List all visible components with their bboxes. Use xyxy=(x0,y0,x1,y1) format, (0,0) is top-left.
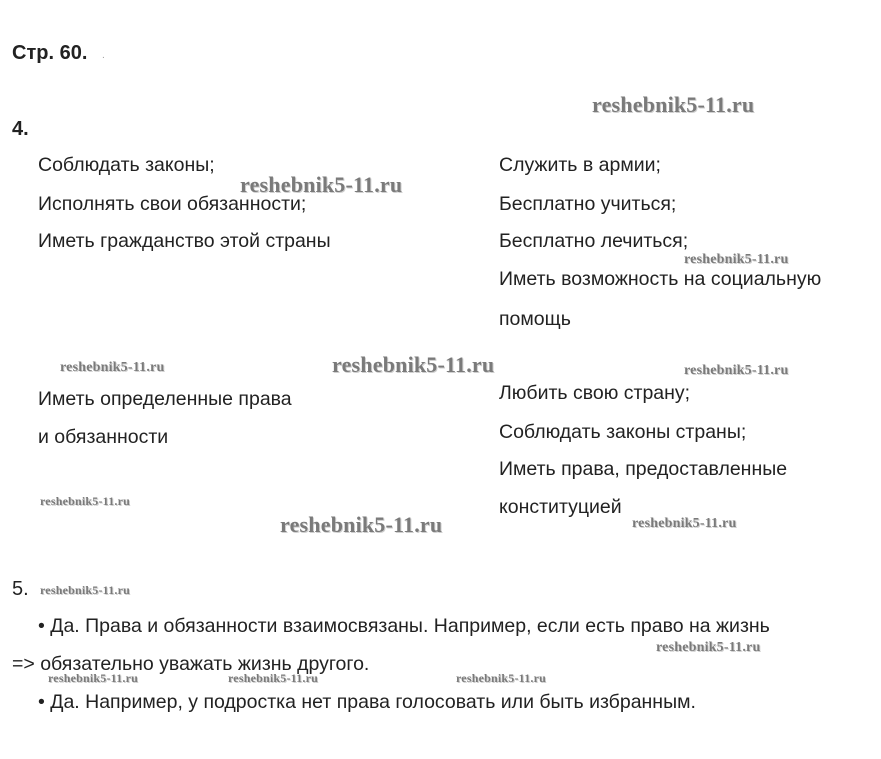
right-bottom-line-2: Соблюдать законы страны; xyxy=(499,421,747,443)
watermark: reshebnik5-11.ru xyxy=(684,252,789,267)
left-top-line-2: Исполнять свои обязанности; xyxy=(38,193,307,215)
task-5-item-1-line-1: • Да. Права и обязанности взаимосвязаны. Например, если есть право на жизнь xyxy=(38,615,770,637)
right-top-line-1: Служить в армии; xyxy=(499,154,661,176)
watermark: reshebnik5-11.ru xyxy=(332,352,495,377)
right-top-line-3: Бесплатно лечиться; xyxy=(499,230,689,252)
right-top-line-2: Бесплатно учиться; xyxy=(499,193,677,215)
right-top-line-4: Иметь возможность на социальную xyxy=(499,268,822,290)
right-bottom-line-4: конституцией xyxy=(499,496,622,518)
watermark: reshebnik5-11.ru xyxy=(280,512,443,537)
watermark: reshebnik5-11.ru xyxy=(40,583,130,597)
watermark: reshebnik5-11.ru xyxy=(40,494,130,508)
watermark: reshebnik5-11.ru xyxy=(240,172,403,197)
stray-mark: . xyxy=(102,50,105,61)
task-5-item-1-line-2: => обязательно уважать жизнь другого. xyxy=(12,653,370,675)
watermark: reshebnik5-11.ru xyxy=(228,671,318,685)
page-number: Стр. 60. xyxy=(12,42,88,64)
left-bottom-line-2: и обязанности xyxy=(38,426,169,448)
task-5-item-2: • Да. Например, у подростка нет права голосовать или быть избранным. xyxy=(38,691,696,713)
watermark: reshebnik5-11.ru xyxy=(592,92,755,117)
watermark: reshebnik5-11.ru xyxy=(60,360,165,375)
left-bottom-line-1: Иметь определенные права xyxy=(38,388,292,410)
watermark: reshebnik5-11.ru xyxy=(684,363,789,378)
left-top-line-1: Соблюдать законы; xyxy=(38,154,215,176)
right-top-line-5: помощь xyxy=(499,308,571,330)
watermark: reshebnik5-11.ru xyxy=(656,640,761,655)
task-5-number: 5. xyxy=(12,578,29,600)
watermark: reshebnik5-11.ru xyxy=(632,516,737,531)
watermark: reshebnik5-11.ru xyxy=(48,671,138,685)
right-bottom-line-3: Иметь права, предоставленные xyxy=(499,458,788,480)
task-4-number: 4. xyxy=(12,118,29,140)
left-top-line-3: Иметь гражданство этой страны xyxy=(38,230,331,252)
right-bottom-line-1: Любить свою страну; xyxy=(499,382,691,404)
watermark: reshebnik5-11.ru xyxy=(456,671,546,685)
